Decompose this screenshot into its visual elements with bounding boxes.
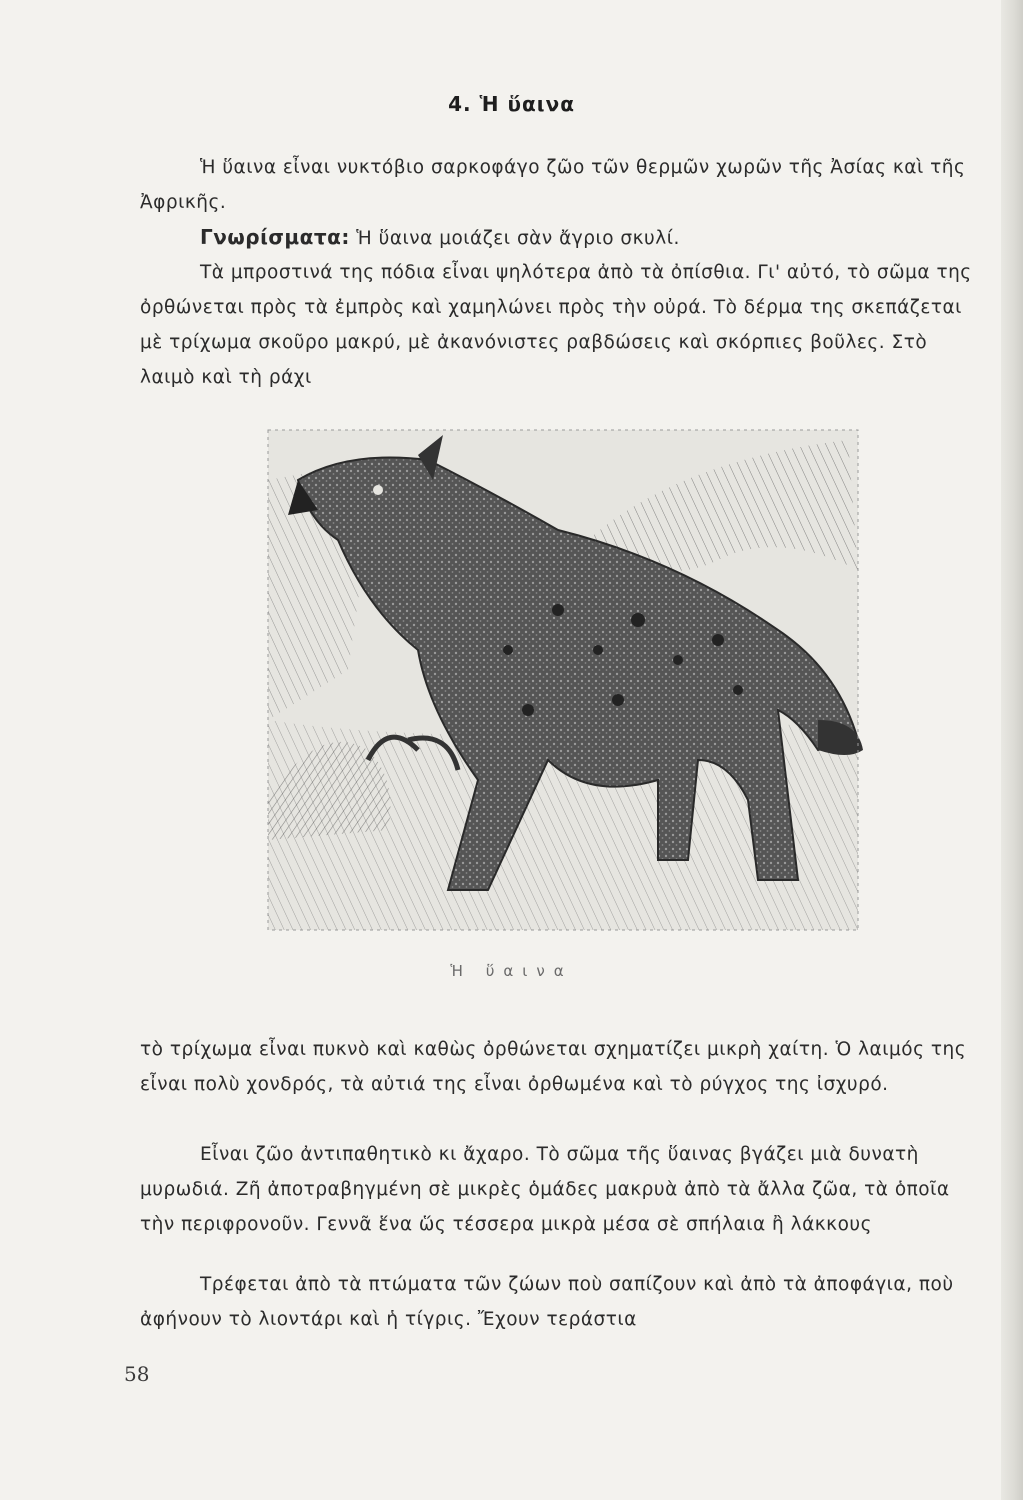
figure-caption: Ἡ ὕαινα <box>450 962 573 980</box>
features-text: Ἡ ὕαινα μοιάζει σὰν ἄγριο σκυλί. <box>349 228 680 249</box>
paragraph-behavior: Εἶναι ζῶο ἀντιπαθητικὸ κι ἄχαρο. Τὸ σῶμα τῆς ὕαινας βγάζει μιὰ δυνατὴ μυρωδιά. Ζῆ ἀποτραβηγμένη σὲ μικρὲς ὁμάδες μακρυὰ ἀπὸ τὰ ἄλλα ζῶα, τὰ ὁποῖα τὴν περιφρονοῦν. Γεννᾶ ἕνα ὥς τέσσερα μικρὰ μέσα σὲ σπήλαια ἢ λάκκους <box>140 1144 950 1235</box>
hyena-illustration <box>258 420 868 940</box>
paragraph-features <box>140 220 980 256</box>
paragraph-legs: Τὰ μπροστινά της πόδια εἶναι ψηλότερα ἀπὸ τὰ ὀπίσθια. Γι' αὐτό, τὸ σῶμα της ὀρθώνεται πρὸς τὰ ἐμπρὸς καὶ χαμηλώνει πρὸς τὴν οὐρά. Τὸ δέρμα της σκεπάζεται μὲ τρίχωμα σκοῦρο μακρύ, μὲ ἀκανόνιστες ραβδώσεις καὶ σκόρπιες βοῦλες. Στὸ λαιμὸ καὶ τὴ ράχι <box>140 262 972 388</box>
page-edge-shadow <box>1001 0 1023 1500</box>
chapter-title: 4. Ἡ ὕαινα <box>448 92 575 116</box>
paragraph-intro: Ἡ ὕαινα εἶναι νυκτόβιο σαρκοφάγο ζῶο τῶν θερμῶν χωρῶν τῆς Ἀσίας καὶ τῆς Ἀφρικῆς. <box>140 157 966 213</box>
features-label: Γνωρίσματα: <box>200 225 350 249</box>
page-number: 58 <box>124 1362 150 1386</box>
hyena-engraving-svg <box>258 420 868 940</box>
hyena-eye <box>373 485 383 495</box>
paragraph-mane: τὸ τρίχωμα εἶναι πυκνὸ καὶ καθὼς ὀρθώνεται σχηματίζει μικρὴ χαίτη. Ὁ λαιμός της εἶναι πολὺ χονδρός, τὰ αὐτιά της εἶναι ὀρθωμένα καὶ τὸ ρύγχος της ἰσχυρό. <box>140 1039 967 1095</box>
paragraph-diet: Τρέφεται ἀπὸ τὰ πτώματα τῶν ζώων ποὺ σαπίζουν καὶ ἀπὸ τὰ ἀποφάγια, ποὺ ἀφήνουν τὸ λιοντάρι καὶ ἡ τίγρις. Ἔχουν τεράστια <box>140 1274 954 1330</box>
